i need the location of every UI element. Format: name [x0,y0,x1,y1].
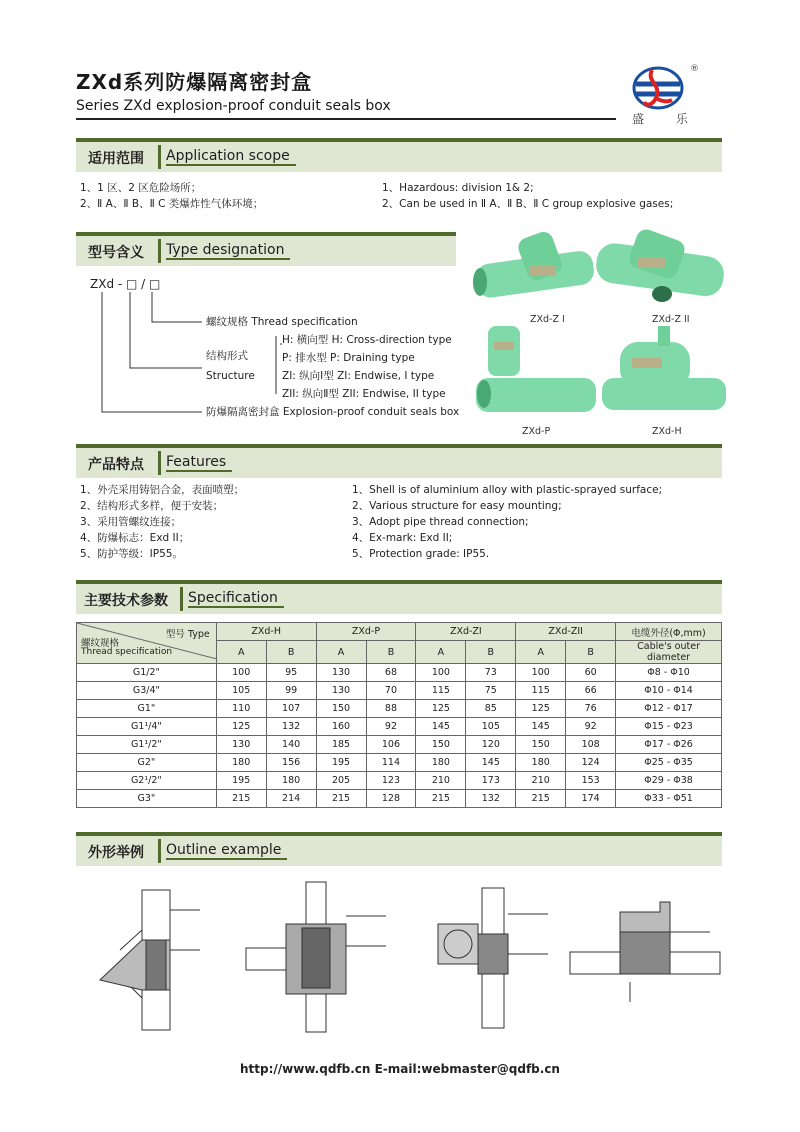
page-subtitle: Series ZXd explosion-proof conduit seals box [76,98,391,114]
value-cell: 128 [366,790,416,808]
section-title-cn: 适用范围 [88,151,144,167]
caption-zxd-zi: ZXd-Z I [530,314,565,325]
value-cell: 195 [216,772,266,790]
cable-header-cn: 电缆外径(Φ,mm) [616,623,722,641]
model-header: ZXd-H [216,623,316,641]
value-cell: 60 [566,664,616,682]
table-row [77,736,722,754]
spec-header-corner [77,623,217,664]
thread-label-cn: 螺纹规格 [81,638,120,649]
outline-diagram-h [560,892,730,1022]
value-cell: 160 [316,718,366,736]
value-cell: 108 [566,736,616,754]
feature-cn-1: 1、外壳采用铸铝合金，表面喷塑； [80,484,245,496]
value-cell: 88 [366,700,416,718]
value-cell: 150 [516,736,566,754]
value-cell: 156 [266,754,316,772]
cable-cell: Φ17 - Φ26 [616,736,722,754]
value-cell: 114 [366,754,416,772]
section-spec [76,580,722,614]
product-zxd-p-image [470,322,600,422]
value-cell: 185 [316,736,366,754]
value-cell: 150 [316,700,366,718]
value-cell: 68 [366,664,416,682]
section-title-en: Specification [188,590,284,608]
value-cell: 145 [416,718,466,736]
feature-en-2: 2、Various structure for easy mounting; [352,500,562,512]
model-header: ZXd-ZI [416,623,516,641]
section-title-en: Features [166,454,232,472]
section-outline [76,832,722,866]
value-cell: 150 [416,736,466,754]
value-cell: 215 [416,790,466,808]
type-box: 防爆隔离密封盒 Explosion-proof conduit seals box [206,406,460,418]
value-cell: 173 [466,772,516,790]
caption-zxd-zii: ZXd-Z II [652,314,690,325]
value-cell: 92 [366,718,416,736]
spec-table-body [77,664,722,808]
cable-cell: Φ8 - Φ10 [616,664,722,682]
value-cell: 132 [266,718,316,736]
table-row [77,664,722,682]
thread-cell: G2" [77,754,217,772]
value-cell: 130 [216,736,266,754]
value-cell: 115 [416,682,466,700]
value-cell: 145 [466,754,516,772]
section-divider [158,451,161,475]
cable-cell: Φ12 - Φ17 [616,700,722,718]
type-zi: ZI: 纵向Ⅰ型 ZI: Endwise, I type [282,370,435,382]
footer-contact: http://www.qdfb.cn E-mail:webmaster@qdfb.cn [240,1062,560,1076]
value-cell: 125 [416,700,466,718]
feature-en-3: 3、Adopt pipe thread connection; [352,516,529,528]
feature-en-4: 4、Ex-mark: Exd II; [352,532,453,544]
cable-cell: Φ29 - Φ38 [616,772,722,790]
value-cell: 85 [466,700,516,718]
table-row [77,700,722,718]
type-zii: ZII: 纵向Ⅱ型 ZII: Endwise, II type [282,388,446,400]
type-tree-lines [90,290,290,420]
cable-cell: Φ15 - Φ23 [616,718,722,736]
cable-cell: Φ25 - Φ35 [616,754,722,772]
section-title-en: Outline example [166,842,287,860]
caption-zxd-h: ZXd-H [652,426,682,437]
value-cell: 215 [216,790,266,808]
table-row [77,682,722,700]
value-cell: 195 [316,754,366,772]
value-cell: 73 [466,664,516,682]
sub-header: B [366,641,416,664]
value-cell: 120 [466,736,516,754]
product-zxd-zi-image [470,220,610,312]
thread-cell: G1¹/4" [77,718,217,736]
sub-header: B [266,641,316,664]
section-features [76,444,722,478]
value-cell: 100 [216,664,266,682]
value-cell: 145 [516,718,566,736]
value-cell: 180 [266,772,316,790]
application-en-2: 2、Can be used in Ⅱ A、Ⅱ B、Ⅱ C group explosive gases; [382,198,674,210]
cable-cell: Φ33 - Φ51 [616,790,722,808]
value-cell: 180 [516,754,566,772]
feature-cn-4: 4、防爆标志：Exd II； [80,532,190,544]
value-cell: 100 [416,664,466,682]
value-cell: 106 [366,736,416,754]
value-cell: 105 [216,682,266,700]
value-cell: 180 [416,754,466,772]
thread-cell: G3/4" [77,682,217,700]
sub-header: B [566,641,616,664]
sub-header: A [416,641,466,664]
value-cell: 76 [566,700,616,718]
cable-header-en: Cable's outer diameter [616,641,722,664]
product-zxd-zii-image [592,220,732,312]
value-cell: 210 [416,772,466,790]
table-row [77,772,722,790]
section-title-cn: 型号含义 [88,245,144,261]
type-p: P: 排水型 P: Draining type [282,352,415,364]
value-cell: 214 [266,790,316,808]
value-cell: 140 [266,736,316,754]
value-cell: 130 [316,664,366,682]
feature-en-1: 1、Shell is of aluminium alloy with plastic-sprayed surface; [352,484,663,496]
table-row [77,790,722,808]
feature-cn-5: 5、防护等级：IP55。 [80,548,183,560]
feature-cn-3: 3、采用管螺纹连接； [80,516,182,528]
outline-diagram-zi [80,880,230,1040]
sub-header: A [516,641,566,664]
type-h: H: 横向型 H: Cross-direction type [282,334,452,346]
feature-en-5: 5、Protection grade: IP55. [352,548,490,560]
section-title-cn: 外形举例 [88,845,144,861]
type-thread: 螺纹规格 Thread specification [206,316,358,328]
section-title-cn: 主要技术参数 [84,593,168,609]
thread-cell: G2¹/2" [77,772,217,790]
value-cell: 115 [516,682,566,700]
sub-header: B [466,641,516,664]
application-en-1: 1、Hazardous: division 1& 2; [382,182,534,194]
value-cell: 130 [316,682,366,700]
value-cell: 110 [216,700,266,718]
product-zxd-h-image [598,322,728,422]
application-cn-2: 2、Ⅱ A、Ⅱ B、Ⅱ C 类爆炸性气体环境； [80,198,264,210]
outline-diagram-zii [236,876,396,1036]
value-cell: 92 [566,718,616,736]
section-type [76,232,456,266]
title-divider [76,118,616,120]
model-header: ZXd-ZII [516,623,616,641]
page-title: ZXd系列防爆隔离密封盒 [76,70,313,94]
value-cell: 66 [566,682,616,700]
value-cell: 125 [516,700,566,718]
spec-table [76,622,722,808]
sub-header: A [216,641,266,664]
value-cell: 95 [266,664,316,682]
section-divider [158,239,161,263]
value-cell: 124 [566,754,616,772]
type-label: 型号 Type [165,629,210,640]
section-title-en: Application scope [166,148,296,166]
value-cell: 70 [366,682,416,700]
sub-header: A [316,641,366,664]
value-cell: 205 [316,772,366,790]
value-cell: 123 [366,772,416,790]
value-cell: 210 [516,772,566,790]
application-cn-1: 1、1 区、2 区危险场所； [80,182,202,194]
table-row [77,754,722,772]
registered-mark: ® [690,64,699,74]
logo-text: 盛 乐 [632,112,702,126]
thread-cell: G1" [77,700,217,718]
value-cell: 174 [566,790,616,808]
value-cell: 153 [566,772,616,790]
value-cell: 215 [516,790,566,808]
value-cell: 105 [466,718,516,736]
value-cell: 215 [316,790,366,808]
type-structure-en: Structure [206,370,255,382]
section-title-en: Type designation [166,242,290,260]
caption-zxd-p: ZXd-P [522,426,551,437]
value-cell: 125 [216,718,266,736]
value-cell: 99 [266,682,316,700]
value-cell: 180 [216,754,266,772]
cable-cell: Φ10 - Φ14 [616,682,722,700]
thread-cell: G1/2" [77,664,217,682]
feature-cn-2: 2、结构形式多样，便于安装； [80,500,224,512]
thread-cell: G1¹/2" [77,736,217,754]
value-cell: 132 [466,790,516,808]
section-divider [158,145,161,169]
model-header: ZXd-P [316,623,416,641]
section-divider [158,839,161,863]
value-cell: 107 [266,700,316,718]
section-title-cn: 产品特点 [88,457,144,473]
type-structure-cn: 结构形式 [206,350,248,362]
thread-cell: G3" [77,790,217,808]
section-divider [180,587,183,611]
outline-diagram-p [418,884,568,1034]
type-code: ZXd - □ / □ [90,277,161,291]
thread-label-en: Thread specification [81,647,173,657]
value-cell: 100 [516,664,566,682]
table-row [77,718,722,736]
section-application [76,138,722,172]
value-cell: 75 [466,682,516,700]
